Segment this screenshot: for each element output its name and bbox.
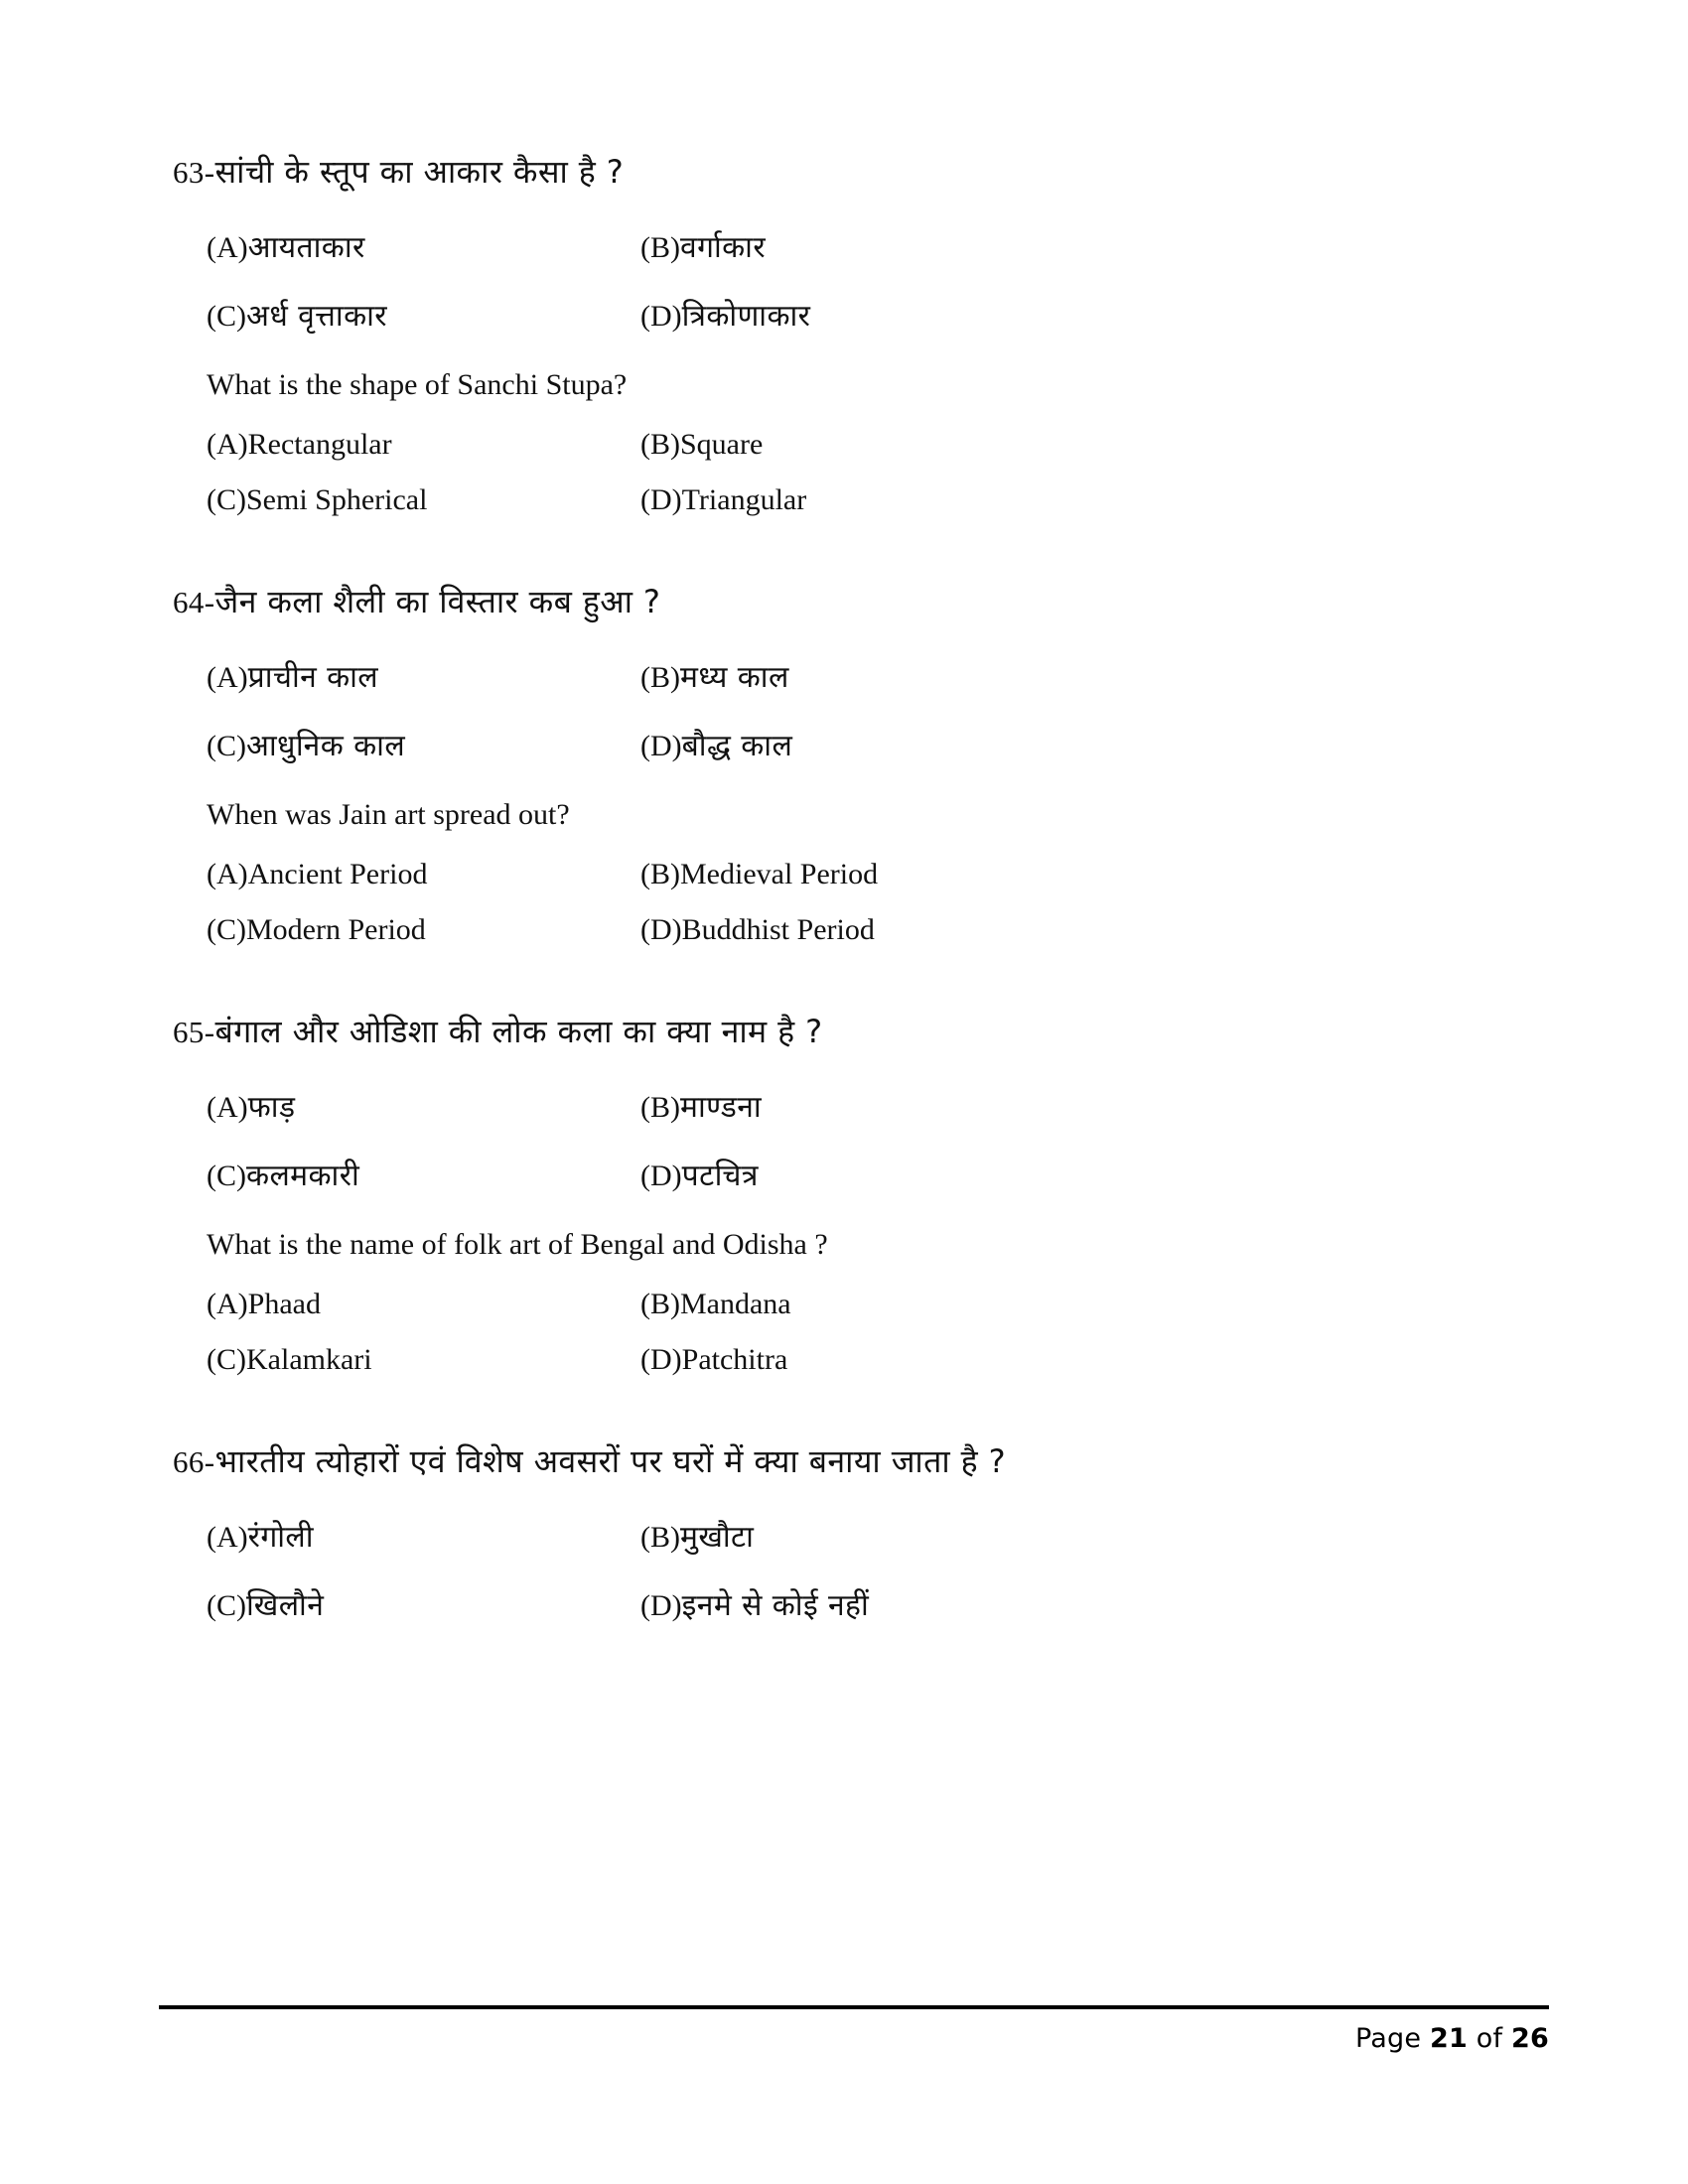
option-label-b: मुखौटा bbox=[680, 1519, 755, 1555]
option-label-c: खिलौने bbox=[246, 1587, 325, 1623]
option-key-b: (B) bbox=[640, 1287, 680, 1320]
question-block-63 bbox=[159, 149, 1549, 517]
footer-of-label: of bbox=[1476, 2023, 1503, 2054]
option-key-a: (A) bbox=[207, 857, 248, 890]
option-key-a: (A) bbox=[207, 660, 248, 694]
option-english-a-65[interactable] bbox=[207, 1288, 640, 1321]
question-number-64: 64- bbox=[173, 584, 215, 619]
options-english-64 bbox=[159, 858, 1549, 947]
question-block-65 bbox=[159, 1009, 1549, 1377]
option-key-b: (B) bbox=[640, 857, 680, 890]
option-hindi-d-64[interactable] bbox=[640, 724, 1196, 764]
option-label-a: Phaad bbox=[247, 1287, 321, 1320]
option-label-d: Patchitra bbox=[681, 1342, 788, 1376]
option-label-d: इनमे से कोई नहीं bbox=[681, 1587, 870, 1623]
option-row-hindi-ab-66 bbox=[159, 1515, 1549, 1556]
option-hindi-c-63[interactable] bbox=[207, 294, 640, 335]
footer-current-page: 21 bbox=[1430, 2023, 1468, 2054]
option-row-hindi-cd-63 bbox=[159, 294, 1549, 335]
option-label-a: फाड़ bbox=[247, 1089, 296, 1125]
question-block-66 bbox=[159, 1438, 1549, 1624]
option-key-c: (C) bbox=[207, 729, 246, 762]
option-label-c: Kalamkari bbox=[246, 1342, 372, 1376]
option-label-d: Triangular bbox=[681, 482, 807, 516]
option-row-english-ab-64 bbox=[159, 858, 1549, 891]
option-hindi-b-64[interactable] bbox=[640, 655, 1196, 696]
option-label-c: कलमकारी bbox=[246, 1158, 360, 1193]
option-key-d: (D) bbox=[640, 729, 682, 762]
option-key-c: (C) bbox=[207, 299, 246, 333]
option-english-b-64[interactable] bbox=[640, 858, 1196, 891]
question-stem-hindi-63 bbox=[159, 149, 1549, 196]
option-english-c-63[interactable] bbox=[207, 483, 640, 517]
option-label-c: आधुनिक काल bbox=[246, 728, 406, 763]
option-hindi-d-66[interactable] bbox=[640, 1583, 1196, 1624]
option-label-a: Ancient Period bbox=[247, 857, 428, 890]
option-key-c: (C) bbox=[207, 482, 246, 516]
option-english-d-64[interactable] bbox=[640, 913, 1196, 947]
option-key-b: (B) bbox=[640, 1090, 680, 1124]
option-label-b: मध्य काल bbox=[680, 659, 789, 695]
options-hindi-64 bbox=[159, 655, 1549, 764]
option-key-b: (B) bbox=[640, 1520, 680, 1554]
option-key-b: (B) bbox=[640, 427, 680, 461]
option-label-b: माण्डना bbox=[680, 1089, 763, 1125]
options-hindi-65 bbox=[159, 1085, 1549, 1194]
option-label-b: Square bbox=[680, 427, 764, 461]
option-row-english-cd-65 bbox=[159, 1343, 1549, 1377]
option-row-english-cd-64 bbox=[159, 913, 1549, 947]
option-hindi-c-65[interactable] bbox=[207, 1154, 640, 1194]
option-key-a: (A) bbox=[207, 1520, 248, 1554]
option-english-b-65[interactable] bbox=[640, 1288, 1196, 1321]
option-key-d: (D) bbox=[640, 1159, 682, 1192]
question-list bbox=[159, 149, 1549, 1686]
option-label-d: Buddhist Period bbox=[681, 912, 875, 946]
option-hindi-a-65[interactable] bbox=[207, 1085, 640, 1126]
option-label-a: आयताकार bbox=[247, 229, 365, 265]
question-text-hindi-65: बंगाल और ओडिशा की लोक कला का क्या नाम है ? bbox=[214, 1012, 823, 1050]
option-key-d: (D) bbox=[640, 299, 682, 333]
option-key-d: (D) bbox=[640, 1588, 682, 1622]
options-english-65 bbox=[159, 1288, 1549, 1377]
option-key-a: (A) bbox=[207, 230, 248, 264]
option-row-english-ab-65 bbox=[159, 1288, 1549, 1321]
footer-total-pages: 26 bbox=[1511, 2023, 1549, 2054]
option-english-a-64[interactable] bbox=[207, 858, 640, 891]
option-row-hindi-cd-65 bbox=[159, 1154, 1549, 1194]
question-stem-english-65: What is the name of folk art of Bengal and Odisha ? bbox=[207, 1227, 828, 1261]
option-key-b: (B) bbox=[640, 230, 680, 264]
option-label-c: Semi Spherical bbox=[246, 482, 428, 516]
option-hindi-a-66[interactable] bbox=[207, 1515, 640, 1556]
option-key-b: (B) bbox=[640, 660, 680, 694]
options-english-63 bbox=[159, 428, 1549, 517]
question-number-65: 65- bbox=[173, 1014, 215, 1049]
question-text-hindi-63: सांची के स्तूप का आकार कैसा है ? bbox=[214, 153, 625, 191]
option-label-b: Medieval Period bbox=[680, 857, 879, 890]
footer-divider bbox=[159, 2005, 1549, 2009]
option-label-b: वर्गाकार bbox=[680, 229, 767, 265]
question-stem-hindi-65 bbox=[159, 1009, 1549, 1055]
question-stem-english-63: What is the shape of Sanchi Stupa? bbox=[207, 367, 628, 401]
option-label-d: बौद्ध काल bbox=[681, 728, 793, 763]
option-label-a: प्राचीन काल bbox=[247, 659, 379, 695]
option-hindi-a-63[interactable] bbox=[207, 225, 640, 266]
option-row-hindi-cd-64 bbox=[159, 724, 1549, 764]
option-key-a: (A) bbox=[207, 1287, 248, 1320]
option-english-c-65[interactable] bbox=[207, 1343, 640, 1377]
option-hindi-b-65[interactable] bbox=[640, 1085, 1196, 1126]
option-label-a: रंगोली bbox=[247, 1519, 314, 1555]
question-text-hindi-66: भारतीय त्योहारों एवं विशेष अवसरों पर घरों में क्या बनाया जाता है ? bbox=[214, 1441, 1006, 1480]
option-english-a-63[interactable] bbox=[207, 428, 640, 462]
option-label-c: Modern Period bbox=[246, 912, 426, 946]
option-label-a: Rectangular bbox=[247, 427, 392, 461]
option-hindi-d-65[interactable] bbox=[640, 1154, 1196, 1194]
question-stem-english-64: When was Jain art spread out? bbox=[207, 797, 570, 831]
option-label-d: त्रिकोणाकार bbox=[681, 298, 811, 334]
option-row-hindi-ab-63 bbox=[159, 225, 1549, 266]
option-label-d: पटचित्र bbox=[681, 1158, 759, 1193]
question-number-66: 66- bbox=[173, 1443, 215, 1479]
option-row-hindi-cd-66 bbox=[159, 1583, 1549, 1624]
option-key-c: (C) bbox=[207, 1342, 246, 1376]
footer-page-label: Page bbox=[1355, 2023, 1422, 2054]
option-row-hindi-ab-65 bbox=[159, 1085, 1549, 1126]
option-hindi-c-64[interactable] bbox=[207, 724, 640, 764]
option-hindi-a-64[interactable] bbox=[207, 655, 640, 696]
page-footer bbox=[159, 2005, 1549, 2054]
option-hindi-b-63[interactable] bbox=[640, 225, 1196, 266]
options-hindi-63 bbox=[159, 225, 1549, 335]
option-key-c: (C) bbox=[207, 1159, 246, 1192]
option-key-d: (D) bbox=[640, 912, 682, 946]
option-row-hindi-ab-64 bbox=[159, 655, 1549, 696]
option-key-c: (C) bbox=[207, 1588, 246, 1622]
option-row-english-cd-63 bbox=[159, 483, 1549, 517]
option-key-d: (D) bbox=[640, 482, 682, 516]
option-hindi-d-63[interactable] bbox=[640, 294, 1196, 335]
question-stem-hindi-64 bbox=[159, 579, 1549, 625]
option-row-english-ab-63 bbox=[159, 428, 1549, 462]
question-text-hindi-64: जैन कला शैली का विस्तार कब हुआ ? bbox=[214, 582, 661, 620]
option-english-c-64[interactable] bbox=[207, 913, 640, 947]
option-label-c: अर्ध वृत्ताकार bbox=[246, 298, 387, 334]
question-stem-hindi-66 bbox=[159, 1438, 1549, 1485]
option-label-b: Mandana bbox=[680, 1287, 791, 1320]
option-key-a: (A) bbox=[207, 1090, 248, 1124]
option-hindi-b-66[interactable] bbox=[640, 1515, 1196, 1556]
option-english-d-65[interactable] bbox=[640, 1343, 1196, 1377]
question-number-63: 63- bbox=[173, 155, 215, 190]
option-key-c: (C) bbox=[207, 912, 246, 946]
question-block-64 bbox=[159, 579, 1549, 947]
option-key-a: (A) bbox=[207, 427, 248, 461]
option-key-d: (D) bbox=[640, 1342, 682, 1376]
option-english-b-63[interactable] bbox=[640, 428, 1196, 462]
page-number bbox=[159, 2023, 1549, 2054]
option-english-d-63[interactable] bbox=[640, 483, 1196, 517]
options-hindi-66 bbox=[159, 1515, 1549, 1624]
option-hindi-c-66[interactable] bbox=[207, 1583, 640, 1624]
